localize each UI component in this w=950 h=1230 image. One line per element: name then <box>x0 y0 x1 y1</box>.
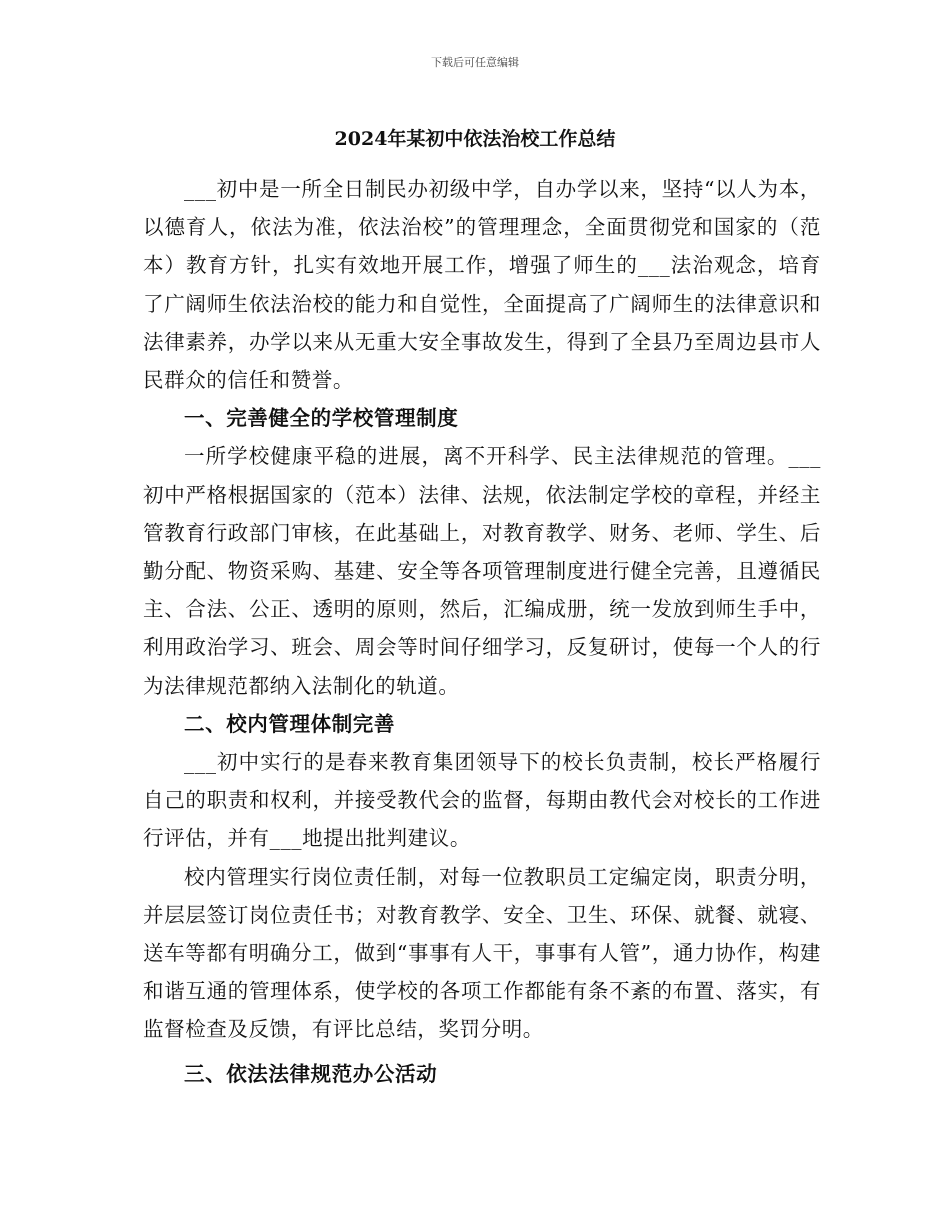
intro-paragraph: ___初中是一所全日制民办初级中学，自办学以来，坚持“以人为本，以德育人，依法为准，依法治校”的管理理念，全面贯彻党和国家的（范本）教育方针，扎实有效地开展工作，增强了师生的___法治观念，培育了广阔师生依法治校的能力和自觉性，全面提高了广阔师生的法律意识和法律素养，办学以来从无重大安全事故发生，得到了全县乃至周边县市人民群众的信任和赞誉。 <box>143 177 821 393</box>
section-heading-3: 三、依法法律规范办公活动 <box>184 1061 438 1086</box>
document-title: 2024年某初中依法治校工作总结 <box>334 128 616 150</box>
section-2-paragraph-1: ___初中实行的是春来教育集团领导下的校长负责制，校长严格履行自己的职责和权利，并接受教代会的监督，每期由教代会对校长的工作进行评估，并有___地提出批判建议。 <box>143 750 821 851</box>
section-1-paragraph: 一所学校健康平稳的进展，离不开科学、民主法律规范的管理。___初中严格根据国家的（范本）法律、法规，依法制定学校的章程，并经主管教育行政部门审核，在此基础上，对教育教学、财务、老师、学生、后勤分配、物资采购、基建、安全等各项管理制度进行健全完善，且遵循民主、合法、公正、透明的原则，然后，汇编成册，统一发放到师生手中，利用政治学习、班会、周会等时间仔细学习，反复研讨，使每一个人的行为法律规范都纳入法制化的轨道。 <box>143 444 821 698</box>
section-heading-2: 二、校内管理体制完善 <box>184 711 395 736</box>
document-body <box>143 170 821 1093</box>
section-heading-1: 一、完善健全的学校管理制度 <box>184 406 459 431</box>
section-2-paragraph-2: 校内管理实行岗位责任制，对每一位教职员工定编定岗，职责分明，并层层签订岗位责任书；对教育教学、安全、卫生、环保、就餐、就寝、送车等都有明确分工，做到“事事有人干，事事有人管”，通力协作，构建和谐互通的管理体系，使学校的各项工作都能有条不紊的布置、落实，有监督检查及反馈，有评比总结，奖罚分明。 <box>143 864 821 1042</box>
header-note: 下载后可任意编辑 <box>431 56 519 69</box>
